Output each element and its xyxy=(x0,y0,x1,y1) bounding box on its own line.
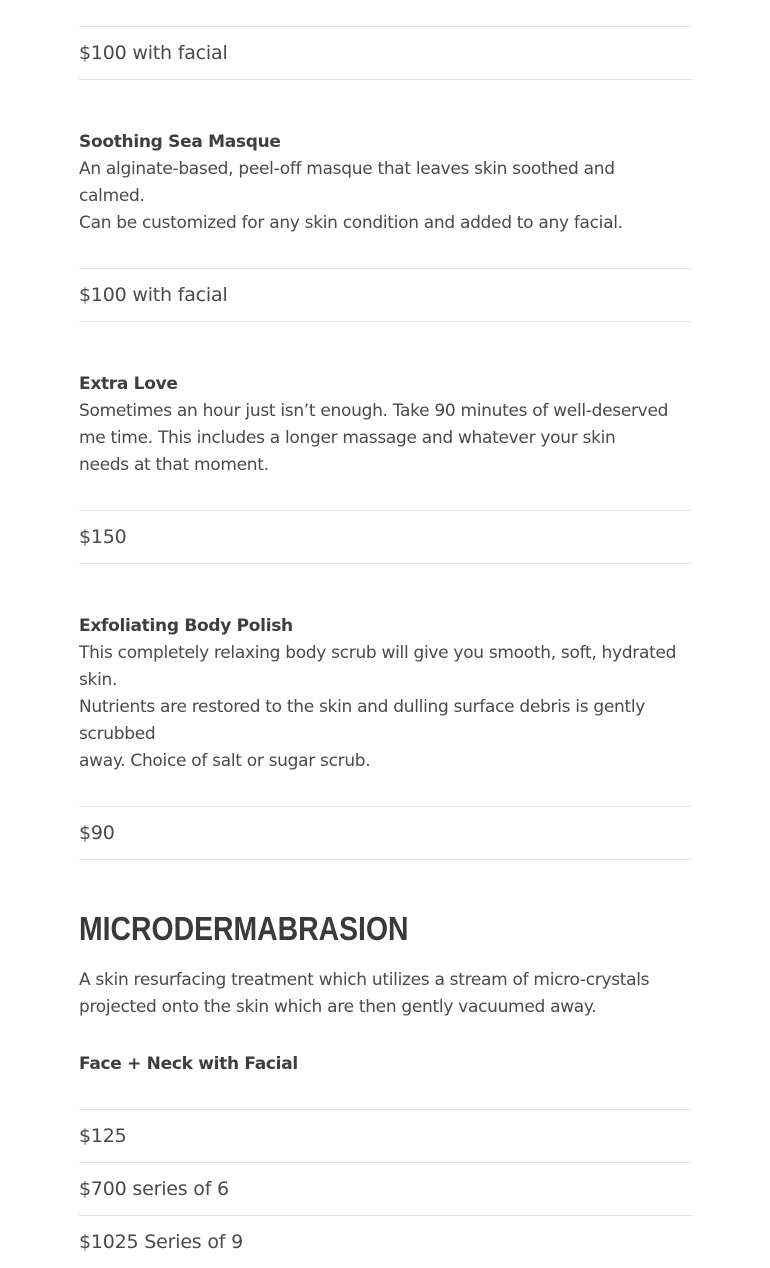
service-name: Extra Love xyxy=(79,374,178,394)
service-description-line: Can be customized for any skin condition and added to any facial. xyxy=(79,213,623,233)
service-extra-love xyxy=(79,371,692,479)
service-soothing-sea-masque xyxy=(79,129,692,237)
price-row xyxy=(79,1162,692,1215)
price-text: $150 xyxy=(79,526,127,548)
service-description-line: needs at that moment. xyxy=(79,455,269,475)
price-text: $1025 Series of 9 xyxy=(79,1231,243,1253)
service-description-line: away. Choice of salt or sugar scrub. xyxy=(79,751,371,771)
price-row xyxy=(79,1215,692,1268)
service-name: Soothing Sea Masque xyxy=(79,132,281,152)
service-description-line: Nutrients are restored to the skin and dulling surface debris is gently xyxy=(79,697,646,717)
section-description-line: projected onto the skin which are then gently vacuumed away. xyxy=(79,997,597,1017)
price-row xyxy=(79,268,692,322)
section-heading-microdermabrasion: MICRODERMABRASION xyxy=(79,910,409,947)
option-name: Face + Neck with Facial xyxy=(79,1054,298,1074)
service-description-line: scrubbed xyxy=(79,724,156,744)
service-description-line: skin. xyxy=(79,670,118,690)
price-text: $90 xyxy=(79,822,115,844)
service-name: Exfoliating Body Polish xyxy=(79,616,293,636)
price-row xyxy=(79,1109,692,1162)
option-face-neck xyxy=(79,1051,692,1078)
price-text: $100 with facial xyxy=(79,284,228,306)
service-description-line: calmed. xyxy=(79,186,145,206)
service-description-line: Sometimes an hour just isn’t enough. Take 90 minutes of well-deserved xyxy=(79,401,669,421)
price-text: $700 series of 6 xyxy=(79,1178,229,1200)
section-description xyxy=(79,967,692,1021)
section-description-line: A skin resurfacing treatment which utilizes a stream of micro-crystals xyxy=(79,970,650,990)
service-description-line: me time. This includes a longer massage and whatever your skin xyxy=(79,428,616,448)
price-text: $100 with facial xyxy=(79,42,228,64)
service-exfoliating-body-polish xyxy=(79,613,692,775)
price-row xyxy=(79,26,692,80)
price-text: $125 xyxy=(79,1125,127,1147)
service-description-line: This completely relaxing body scrub will give you smooth, soft, hydrated xyxy=(79,643,677,663)
price-row xyxy=(79,806,692,860)
service-description-line: An alginate-based, peel-off masque that leaves skin soothed and xyxy=(79,159,615,179)
price-row xyxy=(79,510,692,564)
